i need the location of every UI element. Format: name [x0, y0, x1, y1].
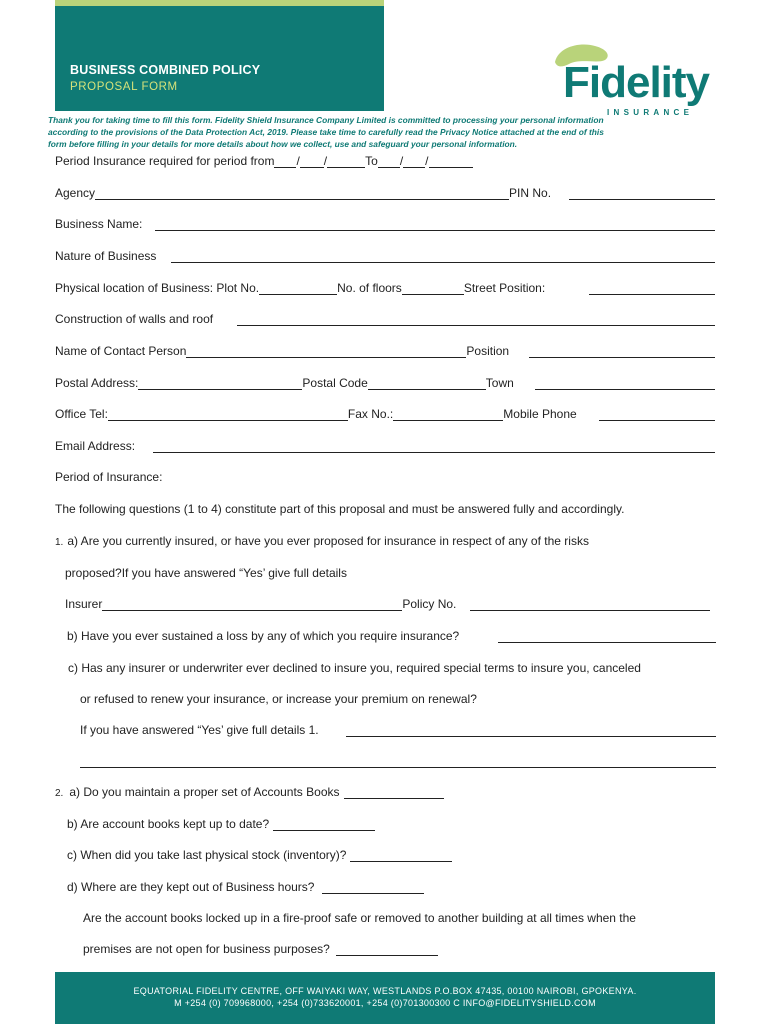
q2e-text: Are the account books locked up in a fire-proof safe or removed to another building at all times when the	[83, 911, 636, 925]
q2-number: 2.	[55, 788, 64, 799]
footer-banner	[55, 972, 715, 1024]
period-of-insurance-label: Period of Insurance:	[55, 470, 163, 484]
postal-address-field[interactable]	[138, 377, 302, 390]
floors-field[interactable]	[402, 282, 464, 295]
town-label: Town	[485, 376, 514, 390]
plot-label: Physical location of Business: Plot No.	[55, 281, 260, 295]
notice-line: form before filling in your details for more details about how we collect, use and safeguard your personal information.	[48, 139, 518, 149]
agency-row	[55, 182, 715, 200]
q2e-row-2	[83, 938, 743, 956]
q1a-row	[55, 530, 715, 548]
q1c-text: c) Has any insurer or underwriter ever declined to insure you, required special terms to insure you, canceled	[68, 661, 641, 675]
q1c-text-3: If you have answered “Yes’ give full details 1.	[80, 723, 319, 737]
mobile-field[interactable]	[599, 408, 715, 421]
logo-wordmark: Fidelity	[563, 58, 710, 107]
position-field[interactable]	[529, 345, 715, 358]
q2c-field[interactable]	[350, 849, 452, 862]
office-tel-field[interactable]	[108, 408, 348, 421]
q2b-field[interactable]	[273, 818, 375, 831]
fidelity-logo	[545, 40, 725, 125]
q1c-details-field-2[interactable]	[80, 755, 716, 768]
email-row	[55, 435, 715, 453]
postal-code-label: Postal Code	[302, 376, 368, 390]
email-label: Email Address:	[55, 439, 136, 453]
period-from-month-field[interactable]	[300, 155, 324, 168]
to-label: To	[365, 154, 378, 168]
q1a-row-2	[65, 562, 725, 580]
q1c-row-4	[80, 750, 716, 768]
pin-label: PIN No.	[509, 186, 552, 200]
agency-field[interactable]	[95, 187, 509, 200]
header-banner	[55, 0, 384, 111]
slash: /	[425, 154, 429, 168]
q2e-text-2: premises are not open for business purposes?	[83, 942, 330, 956]
business-name-field[interactable]	[155, 218, 715, 231]
period-of-insurance-row	[55, 466, 715, 484]
q2a-row	[55, 781, 715, 799]
q2c-text: c) When did you take last physical stock (inventory)?	[67, 848, 347, 862]
q1a-text-2: proposed?If you have answered “Yes’ give full details	[65, 566, 347, 580]
policy-no-label: Policy No.	[402, 597, 457, 611]
street-field[interactable]	[589, 282, 715, 295]
q1c-row-3	[80, 719, 716, 737]
town-field[interactable]	[535, 377, 715, 390]
business-name-row	[55, 213, 715, 231]
mobile-label: Mobile Phone	[503, 407, 577, 421]
postal-code-field[interactable]	[368, 377, 486, 390]
q2e-row	[83, 907, 743, 925]
contact-person-field[interactable]	[186, 345, 466, 358]
postal-row	[55, 372, 715, 390]
notice-line: according to the provisions of the Data Protection Act, 2019. Please take time to carefully read the Privacy Notice attached at the end of this	[48, 127, 604, 137]
business-name-label: Business Name:	[55, 217, 143, 231]
insurer-field[interactable]	[102, 598, 402, 611]
q2b-text: b) Are account books kept up to date?	[67, 817, 270, 831]
construction-field[interactable]	[237, 313, 715, 326]
period-from-day-field[interactable]	[274, 155, 296, 168]
contact-row	[55, 340, 715, 358]
policy-no-field[interactable]	[470, 598, 710, 611]
position-label: Position	[466, 344, 510, 358]
construction-label: Construction of walls and roof	[55, 312, 214, 326]
q1c-details-field[interactable]	[346, 724, 716, 737]
q2e-field[interactable]	[336, 943, 438, 956]
contact-person-label: Name of Contact Person	[55, 344, 187, 358]
agency-label: Agency	[55, 186, 96, 200]
q2c-row	[67, 844, 727, 862]
insurer-row	[65, 593, 710, 611]
location-row	[55, 277, 715, 295]
fax-label: Fax No.:	[347, 407, 394, 421]
privacy-notice	[48, 114, 688, 150]
form-title: BUSINESS COMBINED POLICY	[70, 63, 261, 77]
q2b-row	[67, 813, 727, 831]
q1b-field[interactable]	[498, 630, 716, 643]
q2d-text: d) Where are they kept out of Business hours?	[67, 880, 315, 894]
slash: /	[399, 154, 404, 168]
q1c-text-2: or refused to renew your insurance, or increase your premium on renewal?	[80, 692, 477, 706]
street-label: Street Position:	[463, 281, 546, 295]
nature-field[interactable]	[171, 250, 715, 263]
slash: /	[323, 154, 328, 168]
notice-line: Thank you for taking time to fill this form. Fidelity Shield Insurance Company Limited is committed to processing your personal information	[48, 115, 604, 125]
plot-field[interactable]	[259, 282, 337, 295]
q1-number: 1.	[55, 537, 64, 548]
q2a-text: a) Do you maintain a proper set of Accounts Books	[69, 785, 340, 799]
q1b-text: b) Have you ever sustained a loss by any of which you require insurance?	[67, 629, 460, 643]
q2a-field[interactable]	[344, 786, 444, 799]
questions-intro-row	[55, 498, 715, 516]
footer-contacts: M +254 (0) 709968000, +254 (0)733620001, +254 (0)701300300 C INFO@FIDELITYSHIELD.COM	[174, 998, 596, 1008]
phone-row	[55, 403, 715, 421]
pin-field[interactable]	[569, 187, 715, 200]
period-label: Period Insurance required for period from	[55, 154, 275, 168]
q2d-field[interactable]	[322, 881, 424, 894]
period-to-day-field[interactable]	[378, 155, 400, 168]
period-to-month-field[interactable]	[403, 155, 425, 168]
period-from-year-field[interactable]	[327, 155, 365, 168]
floors-label: No. of floors	[337, 281, 402, 295]
postal-address-label: Postal Address:	[55, 376, 139, 390]
q1a-text: a) Are you currently insured, or have you ever proposed for insurance in respect of any of the risks	[67, 534, 589, 548]
period-to-year-field[interactable]	[429, 155, 473, 168]
q2d-row	[67, 876, 727, 894]
nature-row	[55, 245, 715, 263]
construction-row	[55, 308, 715, 326]
header-accent-strip	[55, 0, 384, 6]
q1b-row	[67, 625, 716, 643]
office-tel-label: Office Tel:	[55, 407, 108, 421]
footer-address: EQUATORIAL FIDELITY CENTRE, OFF WAIYAKI WAY, WESTLANDS P.O.BOX 47435, 00100 NAIROBI, GPOKENYA.	[133, 986, 637, 996]
logo-subtitle: INSURANCE	[607, 108, 694, 117]
insurer-label: Insurer	[65, 597, 103, 611]
q1c-row	[68, 657, 728, 675]
fax-field[interactable]	[393, 408, 503, 421]
email-field[interactable]	[153, 440, 715, 453]
nature-label: Nature of Business	[55, 249, 157, 263]
questions-intro: The following questions (1 to 4) constitute part of this proposal and must be answered fully and accordingly.	[55, 502, 625, 516]
slash: /	[296, 154, 300, 168]
period-row	[55, 150, 715, 168]
form-subtitle: PROPOSAL FORM	[70, 81, 178, 93]
q1c-row-2	[80, 688, 740, 706]
